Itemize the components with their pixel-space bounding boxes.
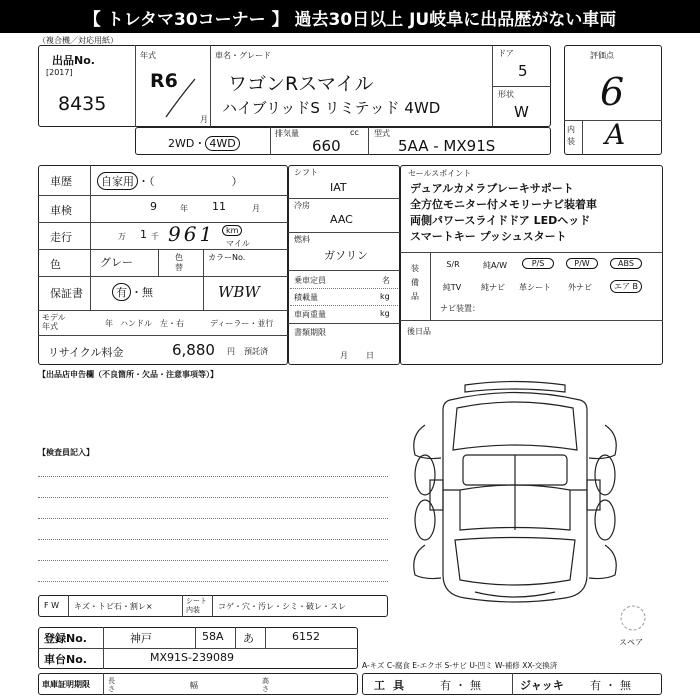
- mileage-sen: 千: [151, 232, 159, 241]
- sales-point-2: 全方位モニター付メモリーナビ装着車: [410, 198, 597, 211]
- inspection-year: 9: [150, 200, 157, 213]
- jack-value: 有・無: [590, 679, 635, 692]
- navi-label: ナビ装置：: [440, 304, 480, 313]
- load-unit: kg: [380, 292, 390, 301]
- sales-point-4: スマートキー プッシュスタート: [410, 230, 567, 243]
- shape-label: 形状: [498, 90, 514, 99]
- mileage-label: 走行: [50, 231, 72, 244]
- eq-sunroof: S/R: [446, 260, 460, 269]
- dealer-notes-label: 【出品店申告欄（不良箇所・欠品・注意事項等）】: [38, 370, 218, 379]
- registration-label: 登録No.: [44, 632, 87, 645]
- mileage-unit-km: km: [222, 225, 242, 236]
- doc-deadline-label: 書類期限: [294, 328, 326, 337]
- eq-external-navi: 外ナビ: [568, 283, 592, 292]
- legend-seat: シート内装: [186, 597, 207, 614]
- warranty-value: 有 ・無: [112, 283, 153, 301]
- mileage-unit-mile: マイル: [226, 239, 250, 248]
- subheader: （複合機／対応用紙）: [38, 36, 118, 45]
- registration-kana: あ: [243, 632, 254, 645]
- model-label: 型式: [374, 129, 390, 138]
- color-label: 色: [50, 258, 61, 271]
- registration-number: 6152: [292, 630, 320, 643]
- inspection-month-unit: 月: [252, 204, 260, 213]
- tools-label: 工具: [374, 679, 412, 692]
- lot-number: 8435: [58, 93, 107, 115]
- spare-label: スペア: [619, 638, 643, 647]
- inspection-label: 車検: [50, 204, 72, 217]
- interior-grade: A: [605, 118, 626, 151]
- banner-text: 【 トレタマ30コーナー 】 過去30日以上 JU岐阜に出品歴がない車両: [83, 10, 617, 30]
- handle-label: ハンドル: [120, 319, 152, 328]
- sales-point-1: デュアルカメラブレーキサポート: [410, 182, 574, 195]
- displacement-unit: cc: [350, 128, 359, 137]
- doc-deadline-unit: 月日: [340, 351, 392, 360]
- handle-options: 左・右: [160, 319, 184, 328]
- legend-fw: F W: [44, 601, 60, 610]
- registration-region: 神戸: [130, 632, 152, 645]
- ac-label: 冷房: [294, 201, 310, 210]
- model-year-label: モデル年式: [42, 313, 66, 331]
- drive-4wd-circled: 4WD: [205, 136, 239, 151]
- interior-label: 内装: [567, 125, 575, 146]
- recycle-value: 6,880: [172, 341, 215, 359]
- doors-value: 5: [518, 62, 528, 80]
- capacity-label: 乗車定員: [294, 276, 326, 285]
- cert-field-length: 長さ: [108, 677, 115, 693]
- history-label: 車歴: [50, 175, 72, 188]
- inspection-year-unit: 年: [180, 204, 188, 213]
- cert-field-width: 幅: [190, 681, 198, 690]
- eq-abs: ABS: [610, 258, 642, 269]
- color-value: グレー: [100, 256, 133, 269]
- sales-point-3: 両側パワースライドドア LEDヘッド: [410, 214, 591, 227]
- year-handwritten-slash: [160, 75, 200, 120]
- car-name-label: 車名・グレード: [215, 51, 271, 60]
- tools-value: 有・無: [440, 679, 485, 692]
- eq-airbag: エア B: [610, 280, 642, 293]
- jack-label: ジャッキ: [520, 679, 564, 692]
- year-month-label: 月: [200, 115, 208, 124]
- year-value: R6: [150, 70, 178, 92]
- garage-cert-label: 車庫証明期限: [42, 680, 90, 689]
- color-no-label: カラーNo.: [208, 253, 246, 262]
- registration-class: 58A: [202, 630, 224, 643]
- grade-label: 評価点: [590, 51, 614, 60]
- lot-code: [2017]: [46, 68, 73, 77]
- eq-alloy-wheel: 純A/W: [482, 261, 508, 270]
- after-items-label: 後日品: [407, 327, 431, 336]
- load-label: 積載量: [294, 293, 318, 302]
- eq-power-steering: P/S: [522, 258, 554, 269]
- eq-tv: 純TV: [442, 283, 462, 292]
- legend-seat-items: コゲ・穴・汚レ・シミ・破レ・スレ: [218, 602, 346, 611]
- weight-unit: kg: [380, 309, 390, 318]
- color-change-label: 色替: [175, 253, 183, 272]
- shift-label: シフト: [294, 168, 318, 177]
- recycle-label: リサイクル料金: [48, 346, 124, 359]
- sales-points-label: セールスポイント: [408, 169, 472, 178]
- displacement-label: 排気量: [275, 129, 299, 138]
- warranty-yes-circled: 有: [112, 283, 131, 301]
- cert-field-height: 高さ: [262, 677, 269, 693]
- inspection-month: 11: [212, 200, 226, 213]
- recycle-unit: 円: [227, 347, 235, 356]
- legend-fw-items: キズ・トビ石・割レ×: [74, 602, 153, 611]
- fuel-label: 燃料: [294, 235, 310, 244]
- shape-value: W: [514, 103, 529, 121]
- year-label: 年式: [140, 51, 156, 60]
- mileage-prefix: 1: [140, 228, 147, 241]
- model-value: 5AA - MX91S: [398, 137, 496, 155]
- eq-factory-navi: 純ナビ: [481, 283, 505, 292]
- car-name-line2: ハイブリッドS リミテッド 4WD: [222, 99, 441, 117]
- grade-score: 6: [600, 70, 625, 114]
- color-no-value: WBW: [218, 283, 260, 301]
- chassis-label: 車台No.: [44, 653, 87, 666]
- model-year-unit: 年: [105, 319, 113, 328]
- recycle-note: 預託済: [244, 347, 268, 356]
- eq-leather-seat: 革シート: [519, 283, 551, 292]
- spare-tire-icon: [618, 603, 648, 633]
- chassis-value: MX91S-239089: [150, 651, 234, 664]
- mileage-man: 万: [118, 232, 126, 241]
- damage-legend: A-キズ C-腐食 E-エクボ S-サビ U-凹ミ W-補修 XX-交換済: [362, 661, 558, 670]
- car-name-line1: ワゴンRスマイル: [228, 73, 374, 95]
- fuel-value: ガソリン: [324, 249, 368, 262]
- eq-power-window: P/W: [566, 258, 598, 269]
- displacement-value: 660: [312, 137, 341, 155]
- inspector-notes-label: 【検査員記入】: [38, 448, 94, 457]
- car-diagram: [405, 380, 625, 605]
- history-value: 自家用 ・（ ）: [97, 172, 243, 190]
- weight-label: 車両重量: [294, 310, 326, 319]
- shift-value: IAT: [330, 181, 347, 194]
- dealer-options: ディーラー・並行: [210, 319, 274, 328]
- drive-option-2wd: 2WD・ 4WD: [168, 135, 240, 151]
- lot-label: 出品No.: [52, 54, 95, 67]
- ac-value: AAC: [330, 213, 353, 226]
- history-private-circled: 自家用: [97, 172, 138, 190]
- capacity-unit: 名: [382, 276, 390, 285]
- doors-label: ドア: [498, 49, 514, 58]
- equipment-label: 装備品: [411, 264, 419, 301]
- warranty-label: 保証書: [50, 287, 83, 300]
- mileage-handwritten: 961: [168, 222, 216, 246]
